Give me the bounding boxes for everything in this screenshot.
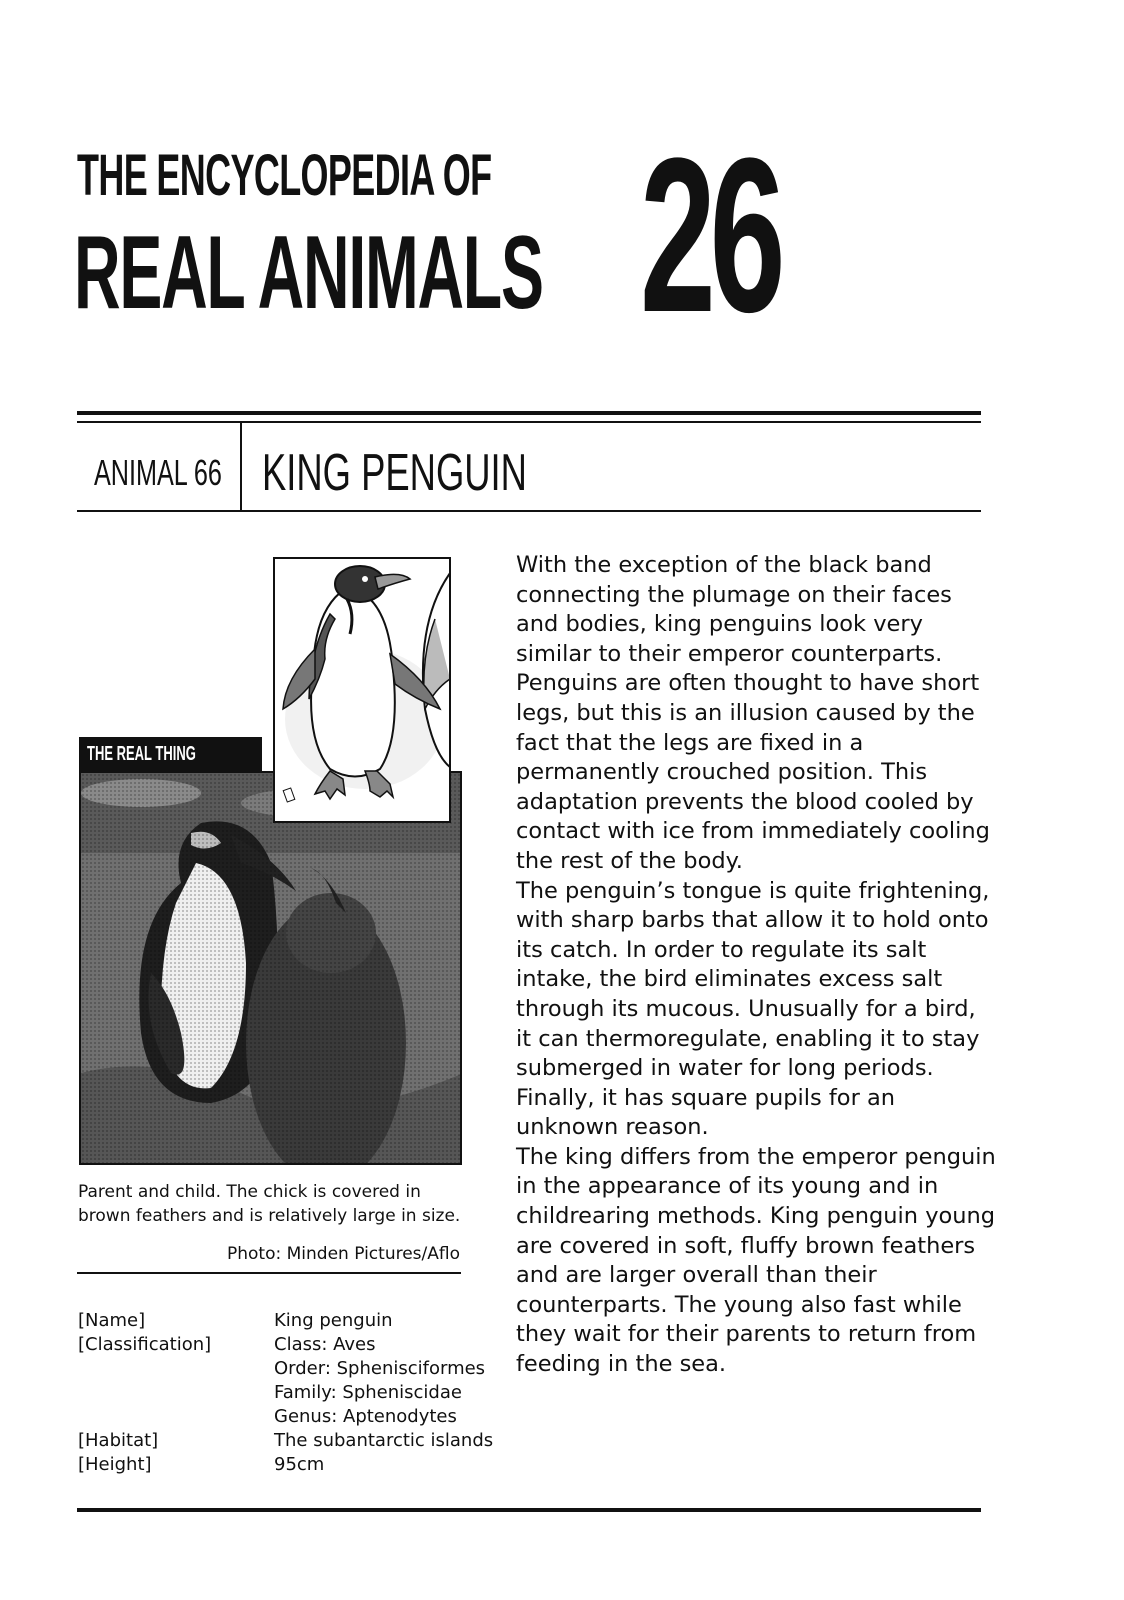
- spec-value-genus: Genus: Aptenodytes: [274, 1406, 457, 1427]
- spec-label-habitat: [Habitat]: [78, 1430, 159, 1451]
- footer-rule: [77, 1508, 981, 1512]
- photo-caption: Parent and child. The chick is covered in brown feathers and is relatively large in size.: [78, 1182, 461, 1226]
- animal-name: KING PENGUIN: [262, 444, 527, 502]
- real-thing-tag: [79, 737, 262, 771]
- header-divider: [240, 423, 242, 510]
- photo-credit: Photo: Minden Pictures/Aflo: [226, 1244, 460, 1264]
- spec-value-order: Order: Sphenisciformes: [274, 1358, 486, 1379]
- real-thing-tag-label: THE REAL THING: [87, 743, 196, 765]
- volume-number: 26: [640, 112, 780, 358]
- penguin-illustration-drawing: [275, 559, 451, 823]
- body-paragraph: The penguin’s tongue is quite frightening, with sharp barbs that allow it to hold onto its catch. In order to regulate its salt intake, the bird eliminates excess salt through its mucous. Unusually for a bird, it can thermoregulate, enabling it to stay submerged in water for long periods. Finally, it has square pupils for an unknown reason.: [516, 877, 990, 1141]
- header-rule-bottom: [77, 510, 981, 512]
- penguin-illustration: [273, 557, 451, 823]
- body-text: [516, 551, 996, 1380]
- spec-value-name: King penguin: [274, 1310, 393, 1331]
- body-paragraph: With the exception of the black band connecting the plumage on their faces and bodies, king penguins look very similar to their emperor counterparts. Penguins are often thought to have short legs, but this is an illusion caused by the fact that the legs are fixed in a permanently crouched position. This adaptation prevents the blood cooled by contact with ice from immediately cooling the rest of the body.: [516, 552, 990, 874]
- title-line-2: REAL ANIMALS: [74, 215, 543, 331]
- spec-value-family: Family: Spheniscidae: [274, 1382, 462, 1403]
- body-paragraph: The king differs from the emperor penguin in the appearance of its young and in childrearing methods. King penguin young are covered in soft, fluffy brown feathers and are larger overall than their counterparts. The young also fast while they wait for their parents to return from feeding in the sea.: [516, 1143, 996, 1378]
- spec-label-classification: [Classification]: [78, 1334, 212, 1355]
- caption-rule: [77, 1272, 461, 1274]
- header-rule-thin: [77, 421, 981, 423]
- spec-value-height: 95cm: [274, 1454, 325, 1475]
- spec-value-class: Class: Aves: [274, 1334, 376, 1355]
- spec-label-name: [Name]: [78, 1310, 146, 1331]
- penguin-photo: [79, 771, 462, 1165]
- spec-label-height: [Height]: [78, 1454, 152, 1475]
- animal-number: ANIMAL 66: [94, 452, 222, 493]
- spec-value-habitat: The subantarctic islands: [274, 1430, 494, 1451]
- header-rule-thick: [77, 411, 981, 415]
- penguin-photo-image: [81, 773, 462, 1165]
- title-line-1: THE ENCYCLOPEDIA OF: [77, 143, 492, 208]
